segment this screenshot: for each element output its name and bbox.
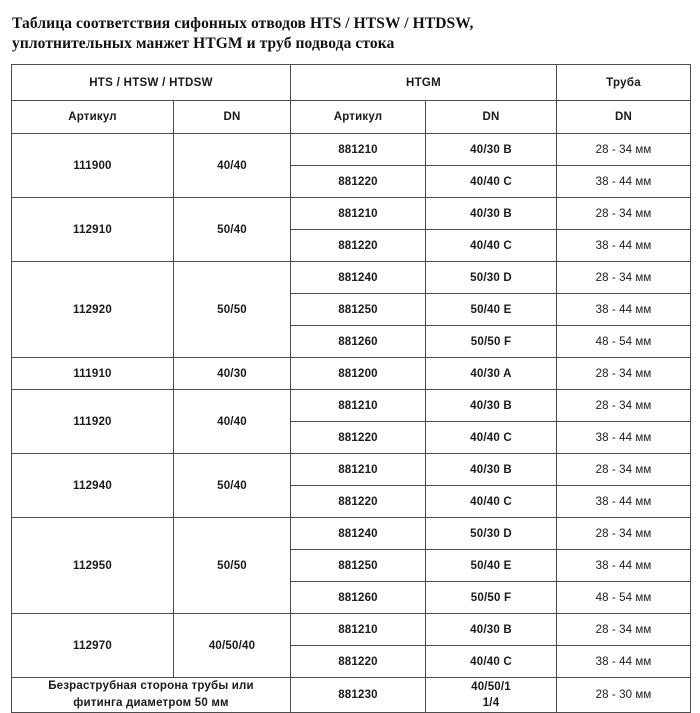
pipe-dn: 28 - 34 мм (557, 454, 691, 486)
htgm-dn: 50/40 E (426, 294, 557, 326)
htgm-article: 881220 (291, 646, 426, 678)
table-header-group-row (12, 65, 691, 101)
htgm-article: 881220 (291, 486, 426, 518)
table-body (12, 134, 691, 713)
page-title-line-1: Таблица соответствия сифонных отводов HTS / HTSW / HTDSW, (12, 15, 474, 32)
header-pipe-dn: DN (557, 101, 691, 134)
htgm-article: 881220 (291, 422, 426, 454)
hts-dn: 40/40 (174, 390, 291, 454)
hts-dn: 40/40 (174, 134, 291, 198)
table-row (12, 518, 691, 550)
htgm-dn: 50/30 D (426, 518, 557, 550)
htgm-article: 881210 (291, 454, 426, 486)
pipe-dn: 28 - 34 мм (557, 134, 691, 166)
htgm-article: 881250 (291, 294, 426, 326)
hts-dn: 50/40 (174, 454, 291, 518)
header-hts-article: Артикул (12, 101, 174, 134)
htgm-dn: 50/50 F (426, 582, 557, 614)
htgm-dn-line-1: 40/50/1 (471, 681, 511, 693)
hts-article: 111920 (12, 390, 174, 454)
header-group-pipe: Труба (557, 65, 691, 101)
hts-dn: 50/40 (174, 198, 291, 262)
pipe-dn: 38 - 44 мм (557, 166, 691, 198)
table-row-last (12, 678, 691, 713)
pipe-dn: 28 - 34 мм (557, 358, 691, 390)
last-row-description-line-2: фитинга диаметром 50 мм (73, 697, 229, 709)
pipe-dn: 48 - 54 мм (557, 326, 691, 358)
pipe-dn: 38 - 44 мм (557, 422, 691, 454)
htgm-article: 881210 (291, 614, 426, 646)
htgm-article: 881240 (291, 518, 426, 550)
hts-dn: 40/30 (174, 358, 291, 390)
htgm-article: 881260 (291, 582, 426, 614)
htgm-dn: 40/30 B (426, 134, 557, 166)
htgm-dn: 40/40 C (426, 486, 557, 518)
pipe-dn: 38 - 44 мм (557, 646, 691, 678)
table-row (12, 134, 691, 166)
hts-dn: 50/50 (174, 262, 291, 358)
htgm-dn: 40/40 C (426, 422, 557, 454)
pipe-dn: 28 - 30 мм (557, 678, 691, 713)
pipe-dn: 28 - 34 мм (557, 518, 691, 550)
table-row (12, 614, 691, 646)
htgm-article: 881230 (291, 678, 426, 713)
table-row (12, 198, 691, 230)
pipe-dn: 28 - 34 мм (557, 262, 691, 294)
htgm-article: 881200 (291, 358, 426, 390)
htgm-article: 881240 (291, 262, 426, 294)
pipe-dn: 28 - 34 мм (557, 614, 691, 646)
hts-article: 111910 (12, 358, 174, 390)
htgm-dn-line-2: 1/4 (482, 697, 500, 709)
last-row-description (12, 678, 291, 713)
htgm-article: 881210 (291, 134, 426, 166)
table-row (12, 262, 691, 294)
htgm-article: 881220 (291, 230, 426, 262)
htgm-dn: 40/30 B (426, 198, 557, 230)
htgm-article: 881220 (291, 166, 426, 198)
hts-article: 111900 (12, 134, 174, 198)
hts-article: 112970 (12, 614, 174, 678)
hts-article: 112920 (12, 262, 174, 358)
header-group-htgm: HTGM (291, 65, 557, 101)
pipe-dn: 28 - 34 мм (557, 390, 691, 422)
htgm-dn (426, 678, 557, 713)
htgm-article: 881210 (291, 390, 426, 422)
htgm-dn: 50/50 F (426, 326, 557, 358)
table-row (12, 358, 691, 390)
pipe-dn: 38 - 44 мм (557, 550, 691, 582)
table-row (12, 390, 691, 422)
table-header (12, 65, 691, 134)
htgm-dn: 40/40 C (426, 646, 557, 678)
page-title (12, 14, 690, 54)
header-group-hts: HTS / HTSW / HTDSW (12, 65, 291, 101)
header-htgm-dn: DN (426, 101, 557, 134)
htgm-dn: 40/30 B (426, 454, 557, 486)
htgm-dn: 40/40 C (426, 166, 557, 198)
htgm-dn: 40/40 C (426, 230, 557, 262)
htgm-article: 881260 (291, 326, 426, 358)
table-row (12, 454, 691, 486)
hts-dn: 50/50 (174, 518, 291, 614)
hts-dn: 40/50/40 (174, 614, 291, 678)
pipe-dn: 38 - 44 мм (557, 294, 691, 326)
htgm-dn: 40/30 A (426, 358, 557, 390)
htgm-dn: 50/30 D (426, 262, 557, 294)
compatibility-table (11, 64, 691, 713)
hts-article: 112910 (12, 198, 174, 262)
hts-article: 112950 (12, 518, 174, 614)
header-htgm-article: Артикул (291, 101, 426, 134)
hts-article: 112940 (12, 454, 174, 518)
pipe-dn: 38 - 44 мм (557, 230, 691, 262)
pipe-dn: 28 - 34 мм (557, 198, 691, 230)
pipe-dn: 38 - 44 мм (557, 486, 691, 518)
last-row-description-line-1: Безраструбная сторона трубы или (48, 680, 254, 692)
table-header-sub-row (12, 101, 691, 134)
page-title-line-2: уплотнительных манжет HTGM и труб подвода стока (12, 35, 395, 52)
htgm-dn: 40/30 B (426, 390, 557, 422)
htgm-article: 881210 (291, 198, 426, 230)
htgm-dn: 40/30 B (426, 614, 557, 646)
htgm-dn: 50/40 E (426, 550, 557, 582)
pipe-dn: 48 - 54 мм (557, 582, 691, 614)
htgm-article: 881250 (291, 550, 426, 582)
header-hts-dn: DN (174, 101, 291, 134)
